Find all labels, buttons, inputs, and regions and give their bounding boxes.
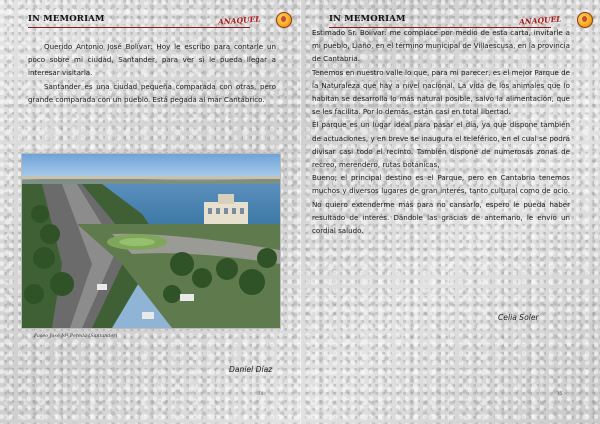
anaquel-logo-icon (577, 12, 593, 28)
paragraph: El parque es un lugar ideal para pasar el día, ya que dispone también de actuaciones, y en breve se inaugura el teleférico, en el cual se podrá divisar casi todo el recinto. También dispone de numerosas zonas de recreo, merendero, rutas botánicas, (312, 120, 570, 170)
brand-wordmark: ANAQUEL (518, 14, 562, 27)
signature: Daniel Díaz (229, 365, 273, 374)
page-number: 74 (258, 391, 264, 396)
photo-caption: Paseo José Mª Pereda (Santander) (34, 334, 118, 339)
letter-body (312, 26, 570, 237)
page-number: 75 (557, 391, 563, 396)
brand-wordmark: ANAQUEL (217, 14, 261, 27)
paragraph: Tenemos en nuestro valle lo que, para mi parecer, es el mejor Parque de la Naturaleza que hay a nivel nacional. La vida de los animales que lo habitan se desarrolla lo más natural posible, salvo la alimentación, que se les facilita. Por lo demás, están casi en total libertad. (312, 67, 570, 117)
santander-photo (21, 153, 281, 329)
letter-body (28, 40, 276, 106)
photo-illustration (22, 154, 280, 328)
paragraph: Estimado Sr. Bolívar: me complace por medio de esta carta, invitarle a mi pueblo, Liaño, en el término municipal de Villaescusa, en la provincia de Cantabria. (312, 28, 570, 64)
paragraph: Santander es una ciudad pequeña comparada con otras, pero grande comparada con un pueblo. Está pegada al mar Cantábrico. (28, 81, 276, 104)
anaquel-logo-icon (276, 12, 292, 28)
paragraph: Bueno; el principal destino es el Parque, pero en Cantabria tenemos muchos y diversos lugares de gran interés, tanto cultural como de ocio. No quiero extenderme más para no cansarlo, espero le pueda haber resultado de interés. Dándole las gracias de antemano, le envío un cordial saludo. (312, 173, 570, 236)
paragraph: Querido Antonio José Bolívar: Hoy le escribo para contarle un poco sobre mi ciudad, Santander, para ver si le pueda llegar a interesar visitarla. (28, 42, 276, 78)
signature: Celia Soler (498, 313, 539, 322)
header-rule (28, 27, 250, 28)
section-title: IN MEMORIAM (329, 14, 406, 24)
left-page-header (28, 10, 290, 32)
section-title: IN MEMORIAM (28, 14, 105, 24)
